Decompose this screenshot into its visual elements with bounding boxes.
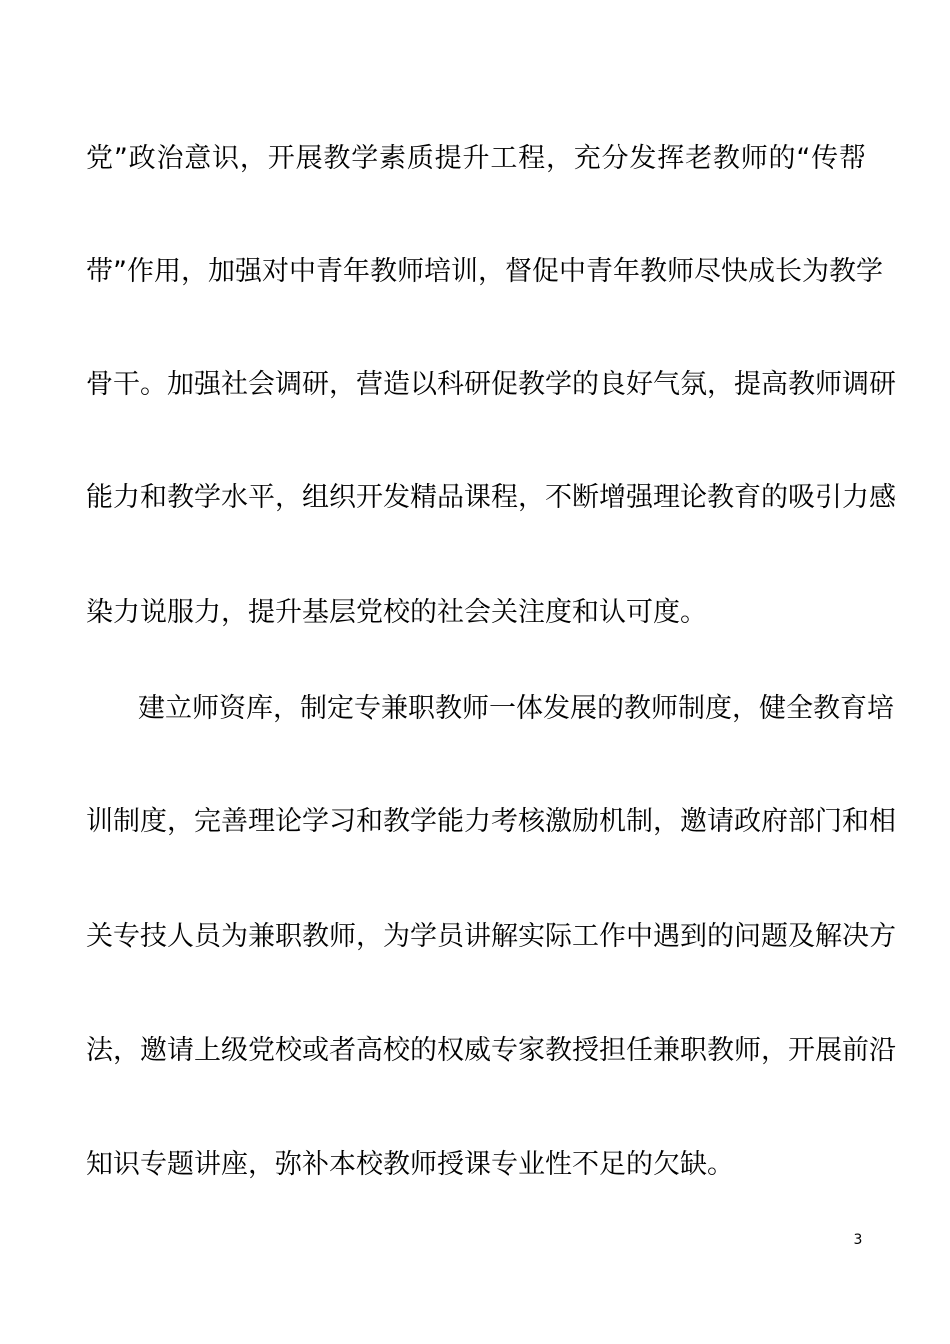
paragraph-2-line-3: 关专技人员为兼职教师，为学员讲解实际工作中遇到的问题及解决方	[86, 921, 896, 952]
paragraph-1-line-2: 带”作用，加强对中青年教师培训，督促中青年教师尽快成长为教学	[86, 256, 883, 287]
paragraph-2-line-4: 法，邀请上级党校或者高校的权威专家教授担任兼职教师，开展前沿	[86, 1035, 896, 1066]
paragraph-2-line-2: 训制度，完善理论学习和教学能力考核激励机制，邀请政府部门和相	[86, 806, 896, 837]
paragraph-1-line-4: 能力和教学水平，组织开发精品课程，不断增强理论教育的吸引力感	[86, 482, 896, 513]
page-number: 3	[853, 1232, 863, 1248]
paragraph-1-line-5: 染力说服力，提升基层党校的社会关注度和认可度。	[86, 597, 707, 628]
paragraph-1-line-1: 党”政治意识，开展教学素质提升工程，充分发挥老教师的“传帮	[86, 143, 866, 174]
paragraph-2-line-5: 知识专题讲座，弥补本校教师授课专业性不足的欠缺。	[86, 1149, 734, 1180]
paragraph-1-line-3: 骨干。加强社会调研，营造以科研促教学的良好气氛，提高教师调研	[86, 369, 896, 400]
paragraph-2-line-1: 建立师资库，制定专兼职教师一体发展的教师制度，健全教育培	[138, 693, 894, 724]
